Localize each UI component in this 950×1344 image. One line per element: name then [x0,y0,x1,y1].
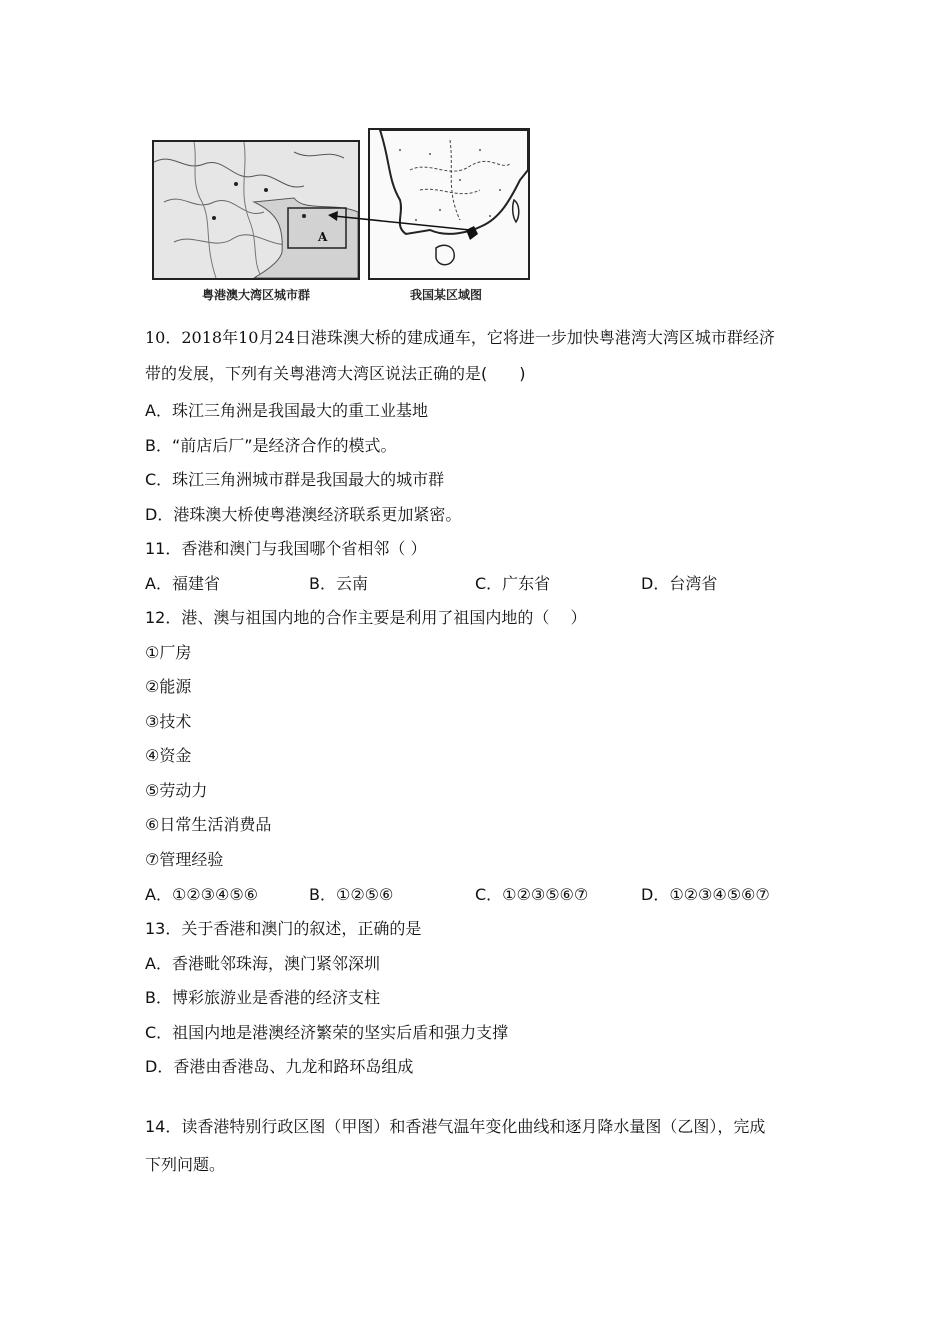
map-marker-a: A [318,230,328,244]
q11-option-a: A．福建省 [145,574,220,593]
q12-item-4: ④资金 [145,746,192,765]
q14-stem-line2: 下列问题。 [145,1155,226,1174]
q10-month: 10 [238,328,259,347]
q10-option-a: A．珠江三角洲是我国最大的重工业基地 [145,401,428,420]
q12-item-2: ②能源 [145,677,192,696]
q10-stem-line1 [145,328,775,348]
q12-item-1: ①厂房 [145,643,192,662]
q13-option-a: A．香港毗邻珠海，澳门紧邻深圳 [145,954,380,973]
q10-year: 2018 [181,328,223,347]
q10-stem-line2: 带的发展，下列有关粤港湾大湾区说法正确的是( ) [145,364,526,383]
q12-stem: 12．港、澳与祖国内地的合作主要是利用了祖国内地的（ ） [145,608,587,627]
map1-caption: 粤港澳大湾区城市群 [202,288,311,302]
q10-stem-text: 日港珠澳大桥的建成通车，它将进一步加快粤港湾大湾区城市群经济 [294,328,775,347]
q11-option-d: D．台湾省 [641,574,718,593]
map2-caption: 我国某区域图 [410,288,483,302]
q10-option-c: C．珠江三角洲城市群是我国最大的城市群 [145,470,445,489]
q12-item-3: ③技术 [145,712,192,731]
q13-option-c: C．祖国内地是港澳经济繁荣的坚实后盾和强力支撑 [145,1023,509,1042]
q10-month-unit: 月 [258,328,275,347]
q10-year-unit: 年 [222,328,239,347]
q12-option-c: C．①②③⑤⑥⑦ [475,885,589,904]
q12-item-6: ⑥日常生活消费品 [145,815,272,834]
q10-option-b: B．“前店后厂”是经济合作的模式。 [145,436,397,455]
q10-day: 24 [274,328,295,347]
map-figure [148,124,538,308]
q12-option-b: B．①②⑤⑥ [309,885,394,904]
q12-option-d: D．①②③④⑤⑥⑦ [641,885,770,904]
q11-option-c: C．广东省 [475,574,551,593]
q10-option-d: D．港珠澳大桥使粤港澳经济联系更加紧密。 [145,505,462,524]
q14-stem-line1: 14．读香港特别行政区图（甲图）和香港气温年变化曲线和逐月降水量图（乙图），完成 [145,1117,766,1136]
q10-number: 10． [145,328,182,347]
q12-option-a: A．①②③④⑤⑥ [145,885,259,904]
q13-option-b: B．博彩旅游业是香港的经济支柱 [145,988,380,1007]
q11-option-b: B．云南 [309,574,368,593]
connector-arrow [148,124,538,308]
q13-option-d: D．香港由香港岛、九龙和路环岛组成 [145,1057,414,1076]
q12-item-7: ⑦管理经验 [145,850,224,869]
q11-stem: 11．香港和澳门与我国哪个省相邻（ ） [145,539,427,558]
q12-item-5: ⑤劳动力 [145,781,208,800]
q13-stem: 13．关于香港和澳门的叙述，正确的是 [145,919,422,938]
